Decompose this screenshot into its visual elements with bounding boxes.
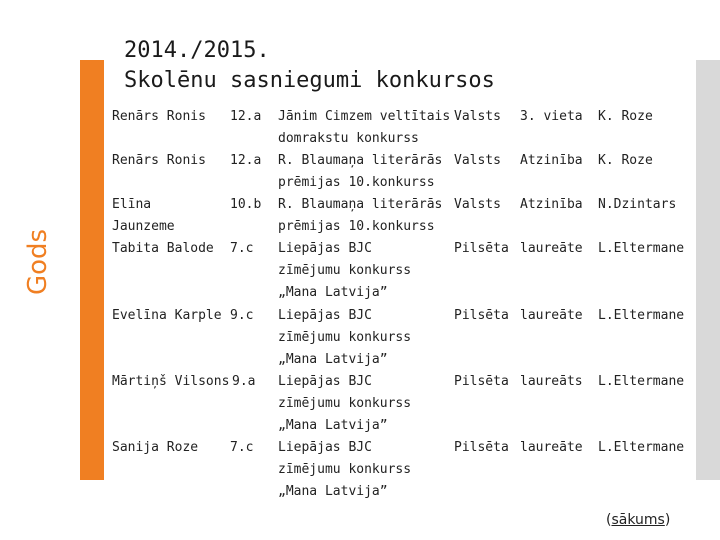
title-year: 2014./2015.	[124, 38, 270, 63]
achievements-table	[104, 103, 696, 503]
level-cell: Pilsēta	[454, 241, 509, 256]
student-name: Jaunzeme	[112, 219, 175, 234]
contest-line: prēmijas 10.konkurss	[278, 219, 435, 234]
result-cell: 3. vieta	[520, 109, 583, 124]
grade-cell: 9.a	[232, 374, 256, 389]
contest-line: zīmējumu konkurss	[278, 462, 412, 477]
student-name-cell	[112, 371, 228, 393]
level-cell: Pilsēta	[454, 308, 509, 323]
student-name-cell	[112, 194, 228, 238]
student-name: Sanija Roze	[112, 440, 199, 455]
result-cell: laureāts	[520, 374, 583, 389]
contest-line: „Mana Latvija”	[278, 418, 388, 433]
contest-line: Liepājas BJC	[278, 440, 372, 455]
teacher-cell: K. Roze	[598, 153, 653, 168]
contest-line: zīmējumu konkurss	[278, 396, 412, 411]
student-name: Renārs Ronis	[112, 109, 206, 124]
home-link-open-paren: (	[606, 512, 612, 528]
contest-cell	[278, 106, 454, 150]
student-name-cell	[112, 238, 228, 260]
contest-line: „Mana Latvija”	[278, 285, 388, 300]
side-label: Gods	[23, 228, 53, 296]
level-cell: Valsts	[454, 109, 501, 124]
contest-cell	[278, 150, 454, 194]
home-link[interactable]: sākums	[611, 512, 665, 528]
grade-cell: 12.a	[230, 153, 262, 168]
student-name: Evelīna Karple	[112, 308, 222, 323]
teacher-cell: N.Dzintars	[598, 197, 677, 212]
level-cell: Pilsēta	[454, 374, 509, 389]
contest-line: R. Blaumaņa literārās	[278, 197, 443, 212]
contest-line: domrakstu konkurss	[278, 131, 419, 146]
student-name-cell	[112, 150, 228, 172]
teacher-cell: L.Eltermane	[598, 440, 685, 455]
student-name: Elīna	[112, 197, 152, 212]
grade-cell: 7.c	[230, 241, 254, 256]
teacher-cell: L.Eltermane	[598, 374, 685, 389]
contest-line: Liepājas BJC	[278, 241, 372, 256]
contest-cell	[278, 238, 454, 304]
contest-cell	[278, 305, 454, 371]
level-cell: Valsts	[454, 197, 501, 212]
teacher-cell: L.Eltermane	[598, 308, 685, 323]
student-name: Tabita Balode	[112, 241, 214, 256]
contest-line: zīmējumu konkurss	[278, 330, 412, 345]
title-subtitle: Skolēnu sasniegumi konkursos	[124, 68, 495, 93]
contest-cell	[278, 437, 454, 503]
contest-line: R. Blaumaņa literārās	[278, 153, 443, 168]
right-decor-bar	[696, 60, 720, 480]
contest-line: „Mana Latvija”	[278, 484, 388, 499]
grade-cell: 9.c	[230, 308, 254, 323]
contest-cell	[278, 371, 454, 437]
result-cell: Atzinība	[520, 197, 583, 212]
level-cell: Valsts	[454, 153, 501, 168]
student-name: Renārs Ronis	[112, 153, 206, 168]
student-name-cell	[112, 437, 228, 459]
teacher-cell: K. Roze	[598, 109, 653, 124]
grade-cell: 12.a	[230, 109, 262, 124]
contest-line: Liepājas BJC	[278, 308, 372, 323]
result-cell: Atzinība	[520, 153, 583, 168]
contest-line: Liepājas BJC	[278, 374, 372, 389]
result-cell: laureāte	[520, 440, 583, 455]
home-link-wrapper	[606, 512, 670, 528]
student-name-cell	[112, 106, 228, 128]
student-name-cell	[112, 305, 228, 327]
contest-line: „Mana Latvija”	[278, 352, 388, 367]
grade-cell: 7.c	[230, 440, 254, 455]
result-cell: laureāte	[520, 308, 583, 323]
grade-cell: 10.b	[230, 197, 262, 212]
contest-line: zīmējumu konkurss	[278, 263, 412, 278]
contest-cell	[278, 194, 454, 238]
contest-line: prēmijas 10.konkurss	[278, 175, 435, 190]
student-name: Mārtiņš Vilsons	[112, 374, 230, 389]
level-cell: Pilsēta	[454, 440, 509, 455]
result-cell: laureāte	[520, 241, 583, 256]
contest-line: Jānim Cimzem veltītais	[278, 109, 451, 124]
page-title	[124, 36, 495, 96]
teacher-cell: L.Eltermane	[598, 241, 685, 256]
home-link-close-paren: )	[664, 512, 671, 528]
